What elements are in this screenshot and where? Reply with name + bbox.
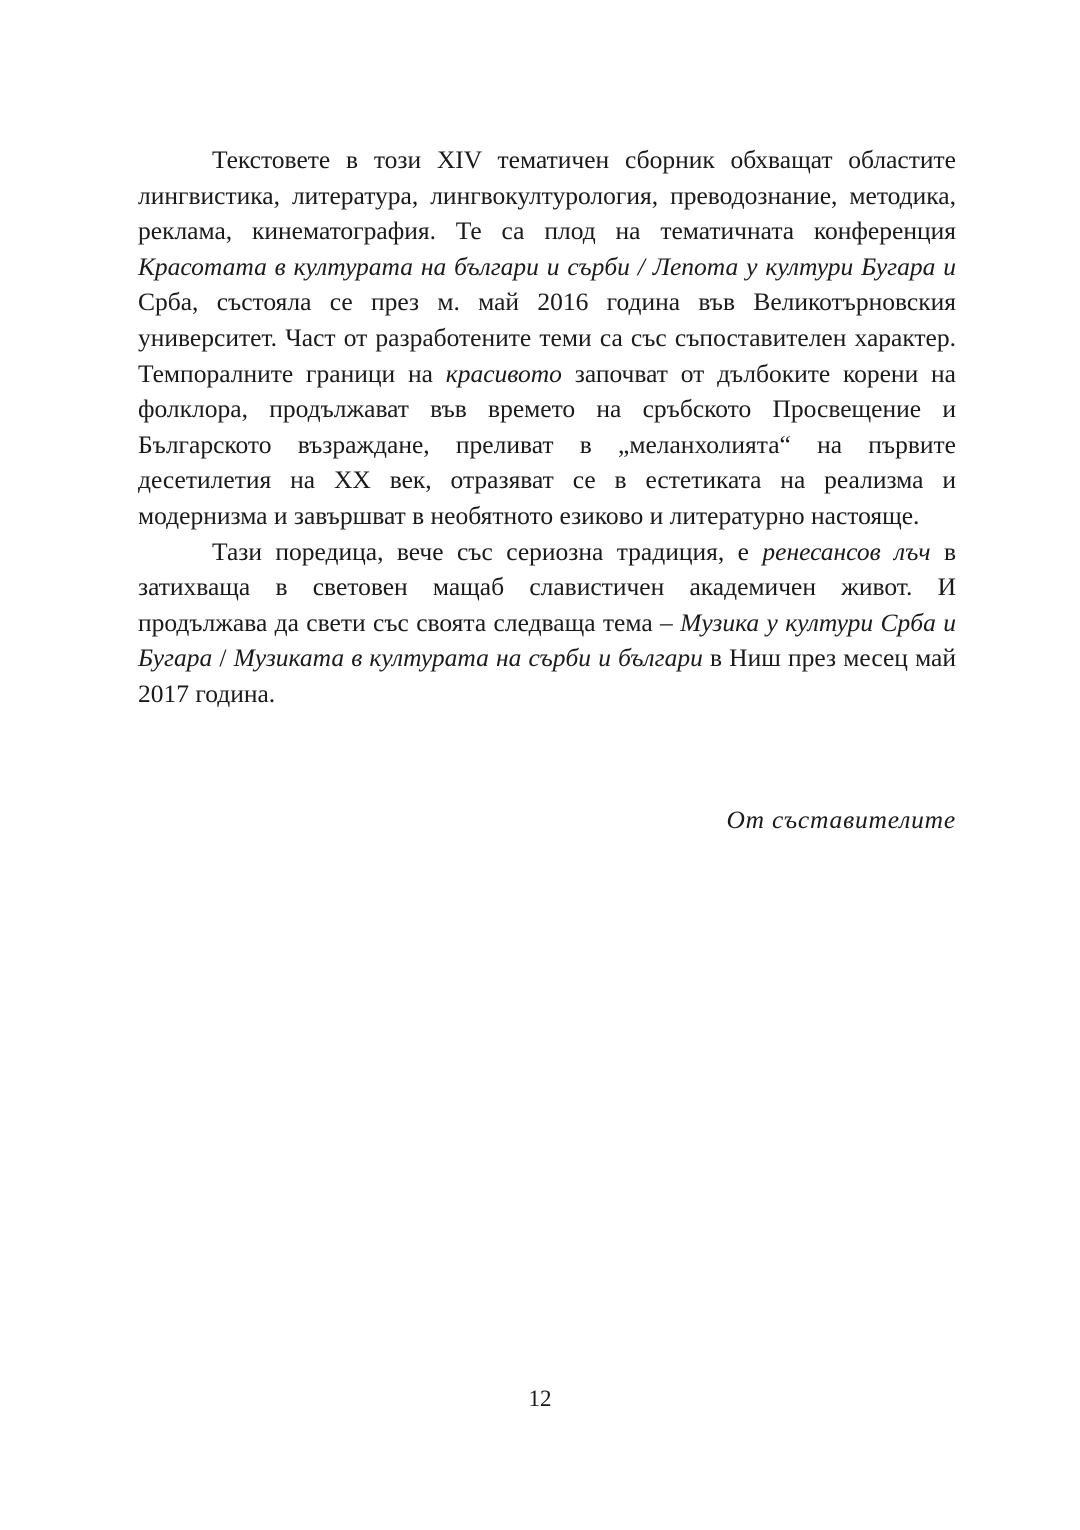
- paragraph-2: [138, 534, 956, 712]
- paragraph-2-text: Тази поредица, вече със сериозна традиция, е: [212, 536, 763, 566]
- paragraph-2-text: в затихваща в световен мащаб славистичен академичен живот. И продължава да свети със своята следваща тема –: [138, 536, 956, 637]
- paragraph-1: [138, 142, 956, 534]
- paragraph-1-text: Срба, състояла се през м. май 2016 година във Великотърновския университет. Част от разработените теми са със съпоставителен характер. Темпоралните граници на: [138, 287, 956, 388]
- paragraph-2-text: в Ниш през месец май 2017 година.: [138, 643, 956, 708]
- italic-next-theme-serbian: Музика у култури Срба и Бугара: [138, 607, 957, 673]
- italic-next-theme-bulgarian: Музиката в културата на сърби и българи: [233, 643, 703, 673]
- italic-term: ренесансов лъч: [762, 536, 931, 566]
- page-number: 12: [528, 1386, 552, 1411]
- italic-conference-title: Красотата в културата на българи и сърби / Лепота у култури Бугара и: [138, 251, 956, 281]
- signature: От съставителите: [726, 805, 956, 834]
- paragraph-1-text: започват от дълбоките корени на фолклора, продължават във времето на сръбското Просвещение и Българското възраждане, преливат в „меланхолията“ на първите десетилетия на ХХ век, отразяват се в естетиката на реализма и модернизма и завършват в необятното езиково и литературно настояще.: [138, 358, 956, 530]
- paragraph-1-text: Текстовете в този XIV тематичен сборник обхващат областите лингвистика, литература, лингвокултурология, преводознание, методика, реклама, кинематография. Те са плод на тематичната конференция: [138, 145, 956, 246]
- main-text: [138, 142, 956, 712]
- paragraph-2-text: /: [212, 643, 234, 673]
- italic-term: красивото: [445, 358, 562, 388]
